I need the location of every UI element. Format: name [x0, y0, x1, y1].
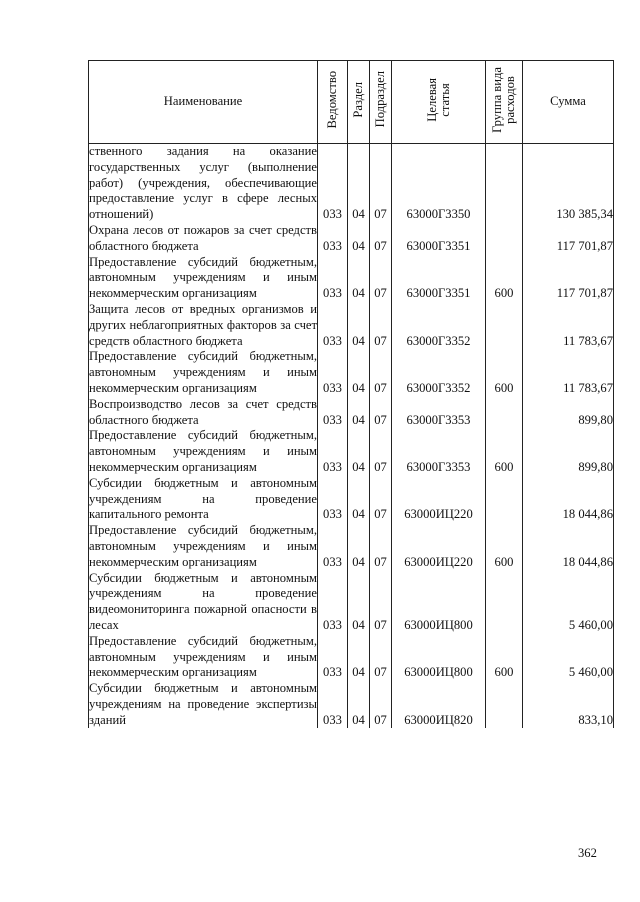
header-name: Наименование: [89, 61, 318, 144]
row-razdel: 04: [348, 302, 370, 349]
row-tselevaya-statya: 63000Г3350: [392, 144, 486, 223]
row-podrazdel: 07: [370, 523, 392, 570]
table-row: [89, 397, 614, 429]
row-summa: 18 044,86: [523, 523, 614, 570]
row-gruppa: [486, 144, 523, 223]
row-gruppa: 600: [486, 349, 523, 396]
row-razdel: 04: [348, 397, 370, 429]
row-vedomstvo: 033: [318, 476, 348, 523]
row-vedomstvo: 033: [318, 571, 348, 634]
table-row: [89, 255, 614, 302]
row-podrazdel: 07: [370, 255, 392, 302]
row-razdel: 04: [348, 634, 370, 681]
row-podrazdel: 07: [370, 397, 392, 429]
header-summa: Сумма: [523, 61, 614, 144]
row-podrazdel: 07: [370, 476, 392, 523]
header-razdel: Раздел: [348, 61, 370, 144]
row-gruppa: [486, 681, 523, 728]
header-gruppa-vida-raskhodov: Группа вида расходов: [486, 61, 523, 144]
row-podrazdel: 07: [370, 223, 392, 255]
table-row: [89, 523, 614, 570]
row-name: Предоставление субсидий бюджетным, автономным учреждениям и иным некоммерческим организациям: [89, 633, 317, 680]
row-tselevaya-statya: 63000Г3352: [392, 349, 486, 396]
table-row: [89, 428, 614, 475]
row-name: ственного задания на оказание государственных услуг (выполнение работ) (учреждения, обеспечивающие предоставление услуг в сфере лесных отношений): [89, 144, 317, 222]
row-razdel: 04: [348, 476, 370, 523]
row-name: Предоставление субсидий бюджетным, автономным учреждениям и иным некоммерческим организациям: [89, 428, 317, 474]
row-summa: 117 701,87: [523, 223, 614, 255]
row-razdel: 04: [348, 428, 370, 475]
row-razdel: 04: [348, 571, 370, 634]
row-summa: 11 783,67: [523, 349, 614, 396]
row-podrazdel: 07: [370, 681, 392, 728]
row-vedomstvo: 033: [318, 523, 348, 570]
row-podrazdel: 07: [370, 428, 392, 475]
table-row: [89, 681, 614, 728]
row-vedomstvo: 033: [318, 302, 348, 349]
row-vedomstvo: 033: [318, 634, 348, 681]
row-vedomstvo: 033: [318, 428, 348, 475]
row-summa: 833,10: [523, 681, 614, 728]
budget-table: [88, 60, 614, 728]
row-vedomstvo: 033: [318, 681, 348, 728]
row-name: Предоставление субсидий бюджетным, автономным учреждениям и иным некоммерческим организациям: [89, 349, 317, 395]
row-razdel: 04: [348, 681, 370, 728]
row-gruppa: 600: [486, 255, 523, 302]
table-row: [89, 349, 614, 396]
row-razdel: 04: [348, 144, 370, 223]
row-gruppa: 600: [486, 634, 523, 681]
row-gruppa: [486, 223, 523, 255]
row-name: Предоставление субсидий бюджетным, автономным учреждениям и иным некоммерческим организациям: [89, 254, 317, 301]
row-name: Охрана лесов от пожаров за счет средств областного бюджета: [89, 222, 317, 253]
row-name: Субсидии бюджетным и автономным учреждениям на проведение капитального ремонта: [89, 475, 317, 522]
row-tselevaya-statya: 63000ИЦ220: [392, 476, 486, 523]
row-name: Предоставление субсидий бюджетным, автономным учреждениям и иным некоммерческим организациям: [89, 523, 317, 569]
row-gruppa: [486, 476, 523, 523]
row-gruppa: [486, 571, 523, 634]
row-vedomstvo: 033: [318, 255, 348, 302]
table-row: [89, 144, 614, 223]
header-tselevaya-statya: Целевая статья: [392, 61, 486, 144]
row-tselevaya-statya: 63000Г3353: [392, 397, 486, 429]
row-tselevaya-statya: 63000Г3351: [392, 223, 486, 255]
row-summa: 899,80: [523, 428, 614, 475]
row-summa: 899,80: [523, 397, 614, 429]
row-gruppa: 600: [486, 428, 523, 475]
row-vedomstvo: 033: [318, 397, 348, 429]
row-name: Субсидии бюджетным и автономным учреждениям на проведение экспертизы зданий: [89, 681, 317, 727]
row-gruppa: [486, 397, 523, 429]
header-vedomstvo: Ведомство: [318, 61, 348, 144]
row-summa: 11 783,67: [523, 302, 614, 349]
row-tselevaya-statya: 63000ИЦ220: [392, 523, 486, 570]
header-row: [89, 61, 614, 144]
row-podrazdel: 07: [370, 349, 392, 396]
table-row: [89, 634, 614, 681]
row-name: Субсидии бюджетным и автономным учреждениям на проведение видеомониторинга пожарной опасности в лесах: [89, 570, 317, 632]
row-summa: 18 044,86: [523, 476, 614, 523]
row-gruppa: 600: [486, 523, 523, 570]
row-summa: 117 701,87: [523, 255, 614, 302]
row-podrazdel: 07: [370, 571, 392, 634]
row-razdel: 04: [348, 255, 370, 302]
table-row: [89, 302, 614, 349]
row-razdel: 04: [348, 223, 370, 255]
row-summa: 5 460,00: [523, 571, 614, 634]
row-gruppa: [486, 302, 523, 349]
row-tselevaya-statya: 63000ИЦ800: [392, 571, 486, 634]
row-vedomstvo: 033: [318, 349, 348, 396]
row-tselevaya-statya: 63000ИЦ820: [392, 681, 486, 728]
row-summa: 130 385,34: [523, 144, 614, 223]
row-name: Защита лесов от вредных организмов и других неблагоприятных факторов за счет средств областного бюджета: [89, 301, 317, 348]
page-number: 362: [578, 846, 597, 860]
row-vedomstvo: 033: [318, 144, 348, 223]
table-row: [89, 223, 614, 255]
row-name: Воспроизводство лесов за счет средств областного бюджета: [89, 396, 317, 427]
row-razdel: 04: [348, 523, 370, 570]
row-tselevaya-statya: 63000Г3352: [392, 302, 486, 349]
row-razdel: 04: [348, 349, 370, 396]
row-vedomstvo: 033: [318, 223, 348, 255]
row-podrazdel: 07: [370, 302, 392, 349]
table-row: [89, 476, 614, 523]
row-summa: 5 460,00: [523, 634, 614, 681]
table-row: [89, 571, 614, 634]
header-podrazdel: Подраздел: [370, 61, 392, 144]
row-podrazdel: 07: [370, 144, 392, 223]
row-tselevaya-statya: 63000Г3353: [392, 428, 486, 475]
row-tselevaya-statya: 63000ИЦ800: [392, 634, 486, 681]
row-tselevaya-statya: 63000Г3351: [392, 255, 486, 302]
row-podrazdel: 07: [370, 634, 392, 681]
